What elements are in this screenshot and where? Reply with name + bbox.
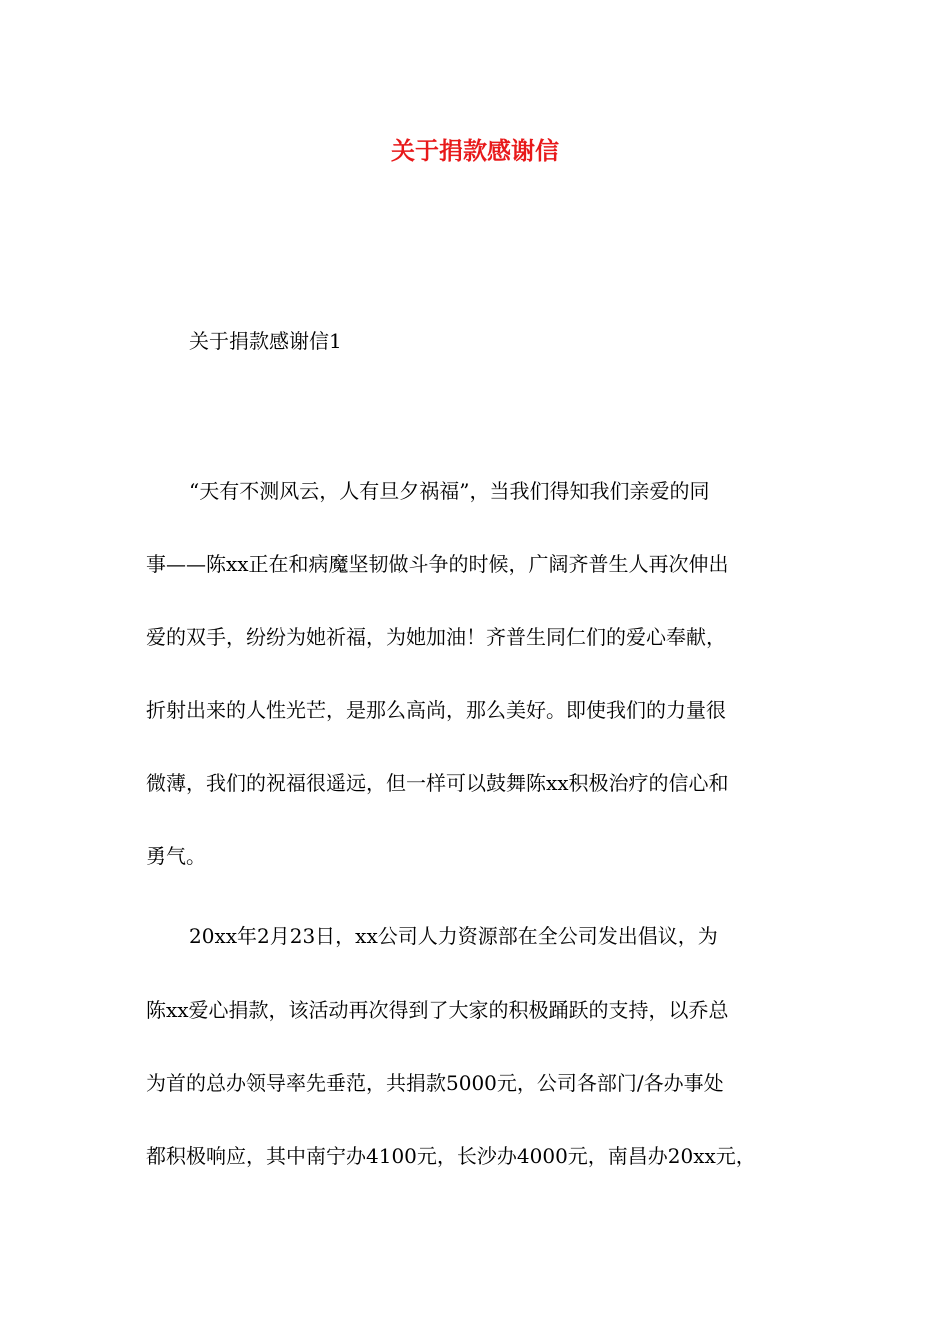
paragraph-line: 为首的总办领导率先垂范，共捐款5000元，公司各部门/各办事处 <box>146 1071 724 1095</box>
paragraph-line: 勇气。 <box>146 844 206 868</box>
section-heading: 关于捐款感谢信1 <box>189 329 342 353</box>
paragraph-line: 爱的双手，纷纷为她祈福，为她加油！齐普生同仁们的爱心奉献， <box>146 625 726 649</box>
document-title: 关于捐款感谢信 <box>391 136 559 165</box>
paragraph-line: 陈xx爱心捐款，该活动再次得到了大家的积极踊跃的支持，以乔总 <box>146 998 729 1022</box>
paragraph-line: 都积极响应，其中南宁办4100元，长沙办4000元，南昌办20xx元， <box>146 1144 756 1168</box>
paragraph-line: 20xx年2月23日，xx公司人力资源部在全公司发出倡议，为 <box>189 924 718 948</box>
paragraph-line: 微薄，我们的祝福很遥远，但一样可以鼓舞陈xx积极治疗的信心和 <box>146 771 729 795</box>
paragraph-line: “天有不测风云，人有旦夕祸福”，当我们得知我们亲爱的同 <box>189 479 710 503</box>
paragraph-line: 事——陈xx正在和病魔坚韧做斗争的时候，广阔齐普生人再次伸出 <box>146 552 729 576</box>
paragraph-line: 折射出来的人性光芒，是那么高尚，那么美好。即使我们的力量很 <box>146 698 726 722</box>
